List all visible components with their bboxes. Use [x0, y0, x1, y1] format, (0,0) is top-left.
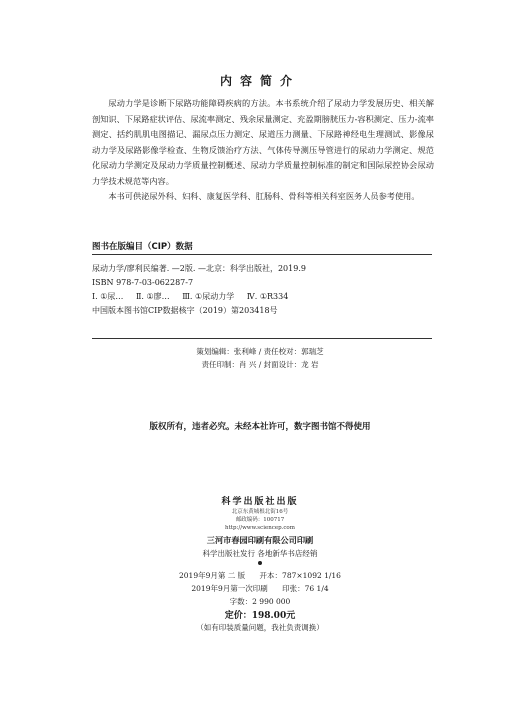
intro-paragraph: 尿动力学是诊断下尿路功能障碍疾病的方法。本书系统介绍了尿动力学发展历史、相关解剖知识、下尿路症状评估、尿流率测定、残余尿量测定、充盈期膀胱压力-容积测定、压力-流率测定、括约肌肌电图描记、漏尿点压力测定、尿道压力测量、下尿路神经电生理测试、影像尿动力学及尿路影像学检查、生物反馈治疗方法、气体传导测压导管进行的尿动力学测定、规范化尿动力学测定及尿动力学质量控制概述、尿动力学质量控制标准的制定和国际尿控协会尿动力学技术规范等内容。	[92, 98, 434, 186]
cip-isbn: ISBN 978-7-03-062287-7	[92, 278, 194, 287]
intro-paragraph: 本书可供泌尿外科、妇科、康复医学科、肛肠科、骨科等相关科室医务人员参考使用。	[108, 191, 420, 201]
quality-notice: （如有印装质量问题，我社负责调换）	[196, 623, 324, 632]
cip-title-line: 尿动力学/廖利民编著. —2版. —北京：科学出版社，2019.9	[92, 264, 306, 273]
edition: 2019年9月第 二 版	[179, 571, 246, 580]
pubinfo-row	[0, 595, 520, 608]
staff-line: 责任印制：肖 兴 / 封面设计：龙 岩	[201, 360, 319, 369]
sheets: 印张：76 1/4	[282, 584, 329, 593]
printing: 2019年9月第一次印刷	[191, 584, 268, 593]
cip-record-number: 中国版本图书馆CIP数据核字（2019）第203418号	[92, 306, 278, 315]
pubinfo-row	[0, 569, 520, 582]
separator-dot	[258, 561, 262, 565]
publisher-postcode: 邮政编码：100717	[235, 517, 285, 523]
cip-class-3: Ⅲ. ①尿动力学	[182, 292, 235, 301]
publisher-website: http://www.sciencep.com	[225, 525, 295, 531]
divider	[92, 254, 432, 255]
staff-credits	[0, 345, 520, 371]
intro-text	[92, 96, 434, 205]
publisher-address-block	[0, 508, 520, 532]
cip-class-1: Ⅰ. ①尿…	[92, 292, 124, 301]
intro-title: 内容简介	[219, 74, 300, 88]
pubinfo-row	[0, 582, 520, 595]
cip-heading: 图书在版编目（CIP）数据	[92, 242, 193, 252]
cip-classification	[92, 290, 432, 304]
format: 开本：787×1092 1/16	[259, 571, 341, 580]
divider	[92, 338, 432, 339]
distribution: 科学出版社发行 各地新华书店经销	[202, 549, 318, 558]
publisher-address: 北京东黄城根北街16号	[231, 509, 289, 515]
printer-name: 三河市春园印刷有限公司印刷	[206, 535, 314, 545]
price: 定价：198.00元	[224, 611, 296, 621]
staff-line: 策划编辑：张利峰 / 责任校对：郭瑞芝	[196, 347, 324, 356]
publication-info	[0, 569, 520, 608]
word-count: 字数：2 990 000	[229, 597, 291, 606]
cip-class-4: Ⅳ. ①R334	[246, 292, 289, 301]
publisher-name: 科学出版社出版	[221, 497, 299, 507]
cip-class-2: Ⅱ. ①廖…	[135, 292, 170, 301]
cip-data	[92, 262, 432, 318]
rights-notice: 版权所有，违者必究。未经本社许可，数字图书馆不得使用	[149, 422, 371, 432]
